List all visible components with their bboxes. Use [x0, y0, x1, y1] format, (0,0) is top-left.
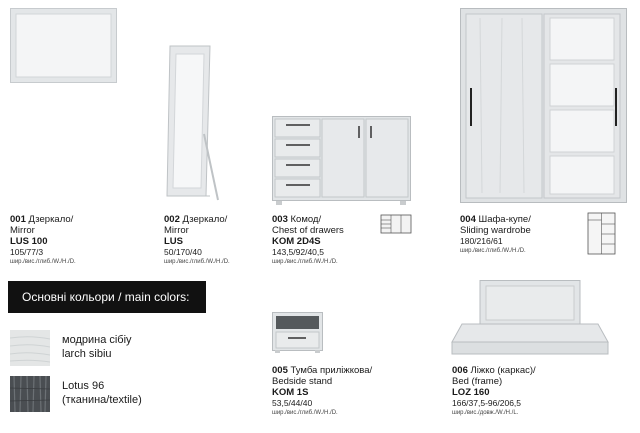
product-dimensions: 105/77/3	[10, 247, 44, 257]
product-name: Ліжко (каркас)/	[470, 365, 536, 376]
product-code: LOZ 160	[452, 387, 490, 398]
bedside-stand-image	[272, 312, 324, 354]
chest-schematic-icon	[380, 212, 414, 236]
main-colors-banner: Основні кольори / main colors:	[8, 281, 206, 313]
product-name: Шафа-купе/	[478, 214, 531, 225]
product-dimensions: 180/216/61	[460, 236, 503, 246]
product-dimensions: 143,5/92/40,5	[272, 247, 324, 257]
product-caption-005	[272, 365, 372, 417]
mirror-lus100-image	[10, 8, 118, 84]
chest-of-drawers-image	[272, 116, 412, 206]
product-caption-003	[272, 214, 344, 266]
product-name-en: Mirror	[10, 225, 35, 236]
product-code: LUS 100	[10, 236, 48, 247]
product-name-en: Sliding wardrobe	[460, 225, 531, 236]
product-number: 003	[272, 214, 288, 225]
product-code: KOM 2D4S	[272, 236, 321, 247]
product-dimensions: 53,5/44/40	[272, 398, 313, 408]
dimensions-label: шир./вис./глиб./W./H./D.	[272, 410, 338, 416]
product-name: Тумба приліжкова/	[290, 365, 373, 376]
product-caption-004	[460, 214, 531, 255]
sliding-wardrobe-image	[460, 8, 628, 204]
product-number: 001	[10, 214, 26, 225]
dimensions-label: шир./вис./глиб./W./H./D.	[10, 259, 76, 265]
color-label-larch	[62, 333, 132, 361]
color-label-lotus	[62, 379, 142, 407]
wardrobe-schematic-icon	[587, 212, 617, 256]
product-caption-002	[164, 214, 230, 266]
bed-frame-image	[450, 280, 610, 358]
product-number: 004	[460, 214, 476, 225]
color-name: модрина сібіу	[62, 334, 132, 346]
product-name: Комод/	[290, 214, 322, 225]
product-code: KOM 1S	[272, 387, 309, 398]
product-name: Дзеркало/	[182, 214, 228, 225]
dimensions-label: шир./вис./глиб./W./H./D.	[460, 248, 526, 254]
color-name: Lotus 96	[62, 380, 105, 392]
color-name-en: (тканина/textile)	[62, 394, 142, 406]
product-name-en: Bed (frame)	[452, 376, 503, 387]
product-dimensions: 166/37,5-96/206,5	[452, 398, 522, 408]
dimensions-label: шир./вис./глиб./W./H./D.	[164, 259, 230, 265]
product-dimensions: 50/170/40	[164, 247, 202, 257]
product-number: 005	[272, 365, 288, 376]
larch-sibiu-swatch	[10, 330, 50, 366]
product-caption-001	[10, 214, 76, 266]
mirror-lus-image	[164, 44, 220, 202]
product-name-en: Chest of drawers	[272, 225, 344, 236]
product-name: Дзеркало/	[28, 214, 74, 225]
lotus-96-swatch	[10, 376, 50, 412]
dimensions-label: шир./вис./глиб./W./H./D.	[272, 259, 338, 265]
product-name-en: Mirror	[164, 225, 189, 236]
product-caption-006	[452, 365, 536, 417]
product-number: 002	[164, 214, 180, 225]
dimensions-label: шир./вис./довж./W./H./L.	[452, 410, 519, 416]
color-name-en: larch sibiu	[62, 348, 112, 360]
product-code: LUS	[164, 236, 183, 247]
product-number: 006	[452, 365, 468, 376]
product-name-en: Bedside stand	[272, 376, 333, 387]
